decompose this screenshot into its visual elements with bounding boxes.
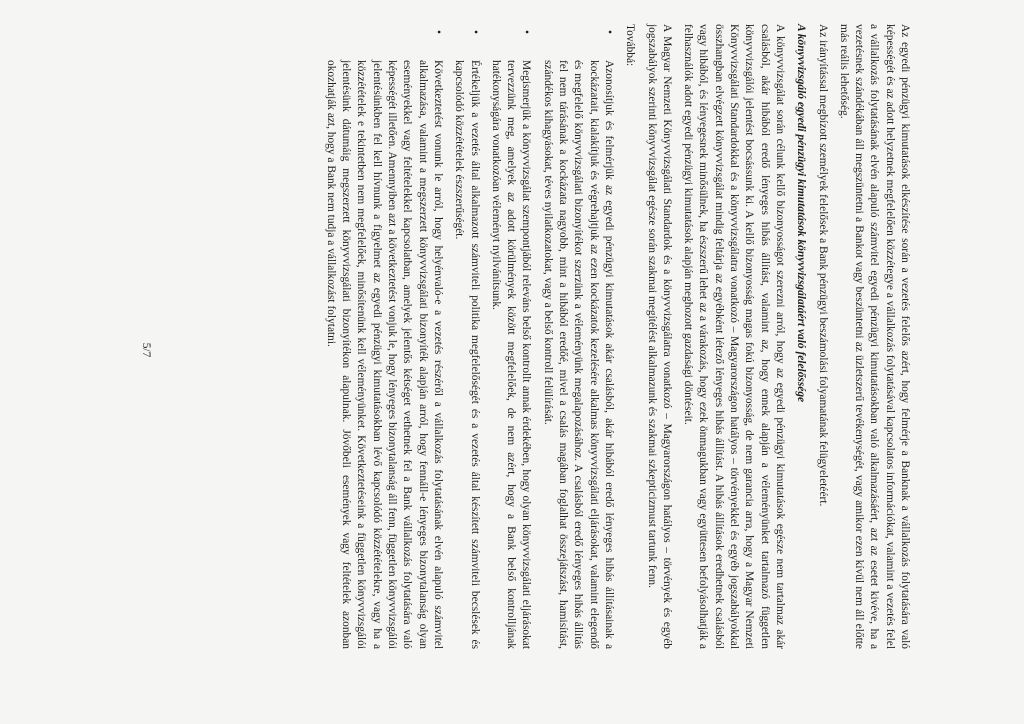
bullet-marker: •: [431, 30, 444, 34]
paragraph-furthermore: Továbbá:: [624, 24, 637, 67]
bullet-marker: •: [468, 30, 481, 34]
list-item-text: Azonosítjuk és felmérjük az egyedi pénzügyi kimutatások akár csalásból, akár hibából eredő lényeges hibás állításainak a kockázatait, kialakítjuk és végrehajtjuk az ezen kockázatok kezelésére alkalmas könyvvizsgálati eljárásokat, valamint elegendő és megfelelő könyvvizsgálati bizonyítékot szerzünk a véleményünk megalapozásához. A csalásból eredő lényeges hibás állítás fel nem tárásának a kockázata nagyobb, mint a hibából eredőé, mivel a csalás magában foglalhat összejátszást, hamisítást, szándékos kihagyásokat, téves nyilatkozatokat, vagy a belső kontroll felülírását.: [541, 60, 615, 649]
list-item: [323, 24, 445, 649]
page-content: [317, 24, 912, 649]
bullet-marker: •: [520, 30, 533, 34]
paragraph-going-concern: Az egyedi pénzügyi kimutatások elkészítése során a vezetés felelős azért, hogy felmérje a Banknak a vállalkozás folytatására való képességét és az adott helyzetnek megfelelően közzétegye a vállalkozás folytatásával kapcsolatos információkat, valamint a vezetés felel a vállalkozás folytatásának elvén alapuló számvitel egyedi pénzügyi kimutatásokban való alkalmazásáért, azt az esetet kivéve, ha a vezetésnek szándékában áll megszüntetni a Bankot vagy beszüntetni az üzletszerű tevékenységét, vagy amikor ezen kívül nem áll előtte más reális lehetőség.: [837, 24, 911, 649]
page-number: 5/7: [140, 342, 152, 358]
paragraph-audit-objective: A könyvvizsgálat során célunk kellő bizonyosságot szerezni arról, hogy az egyedi pénzügyi kimutatások egésze nem tartalmaz akár csalásból, akár hibából eredő lényeges hibás állítást, valamint az, hogy ennek alapján a véleményünket tartalmazó független könyvvizsgálói jelentést bocsássunk ki. A kellő bizonyosság magas fokú bizonyosság, de nem garancia arra, hogy a Magyar Nemzeti Könyvvizsgálati Standardokkal és a könyvvizsgálatra vonatkozó – Magyarországon hatályos – törvényekkel és egyéb jogszabályokkal összhangban elvégzett könyvvizsgálat mindig feltárja az egyébként létező lényeges hibás állítást. A hibás állítások eredhetnek csalásból vagy hibából, és lényegesnek minősülnek, ha észszerű lehet az a várakozás, hogy ezek önmagukban vagy együttesen befolyásolhatják a felhasználók adott egyedi pénzügyi kimutatások alapján meghozott gazdasági döntéseit.: [682, 24, 786, 649]
list-item-text: Következtetést vonunk le arról, hogy helyénvaló-e a vezetés részéről a vállalkozás folytatásának elvén alapuló számvitel alkalmazása, valamint a megszerzett könyvvizsgálati bizonyíték alapján arról, hogy fennáll-e lényeges bizonytalanság olyan eseményekkel vagy feltételekkel kapcsolatban, amelyek jelentős kétséget vethetnek fel a Bank vállalkozás folytatására való képességét illetően. Amennyiben azt a következtetést vonjuk le, hogy lényeges bizonytalanság áll fenn, független könyvvizsgálói jelentésünkben fel kell hívnunk a figyelmet az egyedi pénzügyi kimutatásokban lévő kapcsolódó közzétételekre, vagy ha a közzétételek e tekintetben nem megfelelőek, minősítenünk kell véleményünket. Következtetéseink a független könyvvizsgálói jelentésünk dátumáig megszerzett könyvvizsgálati bizonyítékon alapulnak. Jövőbeli események vagy feltételek azonban okozhatják azt, hogy a Bank nem tudja a vállalkozást folytatni.: [324, 60, 444, 649]
list-item: [451, 24, 482, 649]
paragraph-governance: Az irányítással megbízott személyek felelősek a Bank pénzügyi beszámolási folyamatának felügyeletéért.: [816, 24, 829, 507]
list-item-text: Értékeljük a vezetés által alkalmazott számviteli politika megfelelőségét és a vezetés által készített számviteli becslések és kapcsolódó közzétételek észszerűségét.: [453, 60, 481, 649]
list-item: [539, 24, 615, 649]
audit-procedures-list: [323, 24, 616, 649]
list-item: [488, 24, 534, 649]
list-item-text: Megismerjük a könyvvizsgálat szempontjából releváns belső kontrollt annak érdekében, hogy olyan könyvvizsgálati eljárásokat tervezzünk meg, amelyek az adott körülmények között megfelelőek, de nem azért, hogy a Bank belső kontrolljának hatékonyságára vonatkozóan véleményt nyilvánítsunk.: [489, 60, 533, 649]
bullet-marker: •: [602, 30, 615, 34]
paragraph-professional-judgement: A Magyar Nemzeti Könyvvizsgálati Standardok és a könyvvizsgálatra vonatkozó – Magyarországon hatályos – törvények és egyéb jogszabályok szerinti könyvvizsgálat egésze során szakmai megítélést alkalmazunk és szakmai szkepticizmust tartunk fenn.: [645, 24, 673, 649]
section-heading: A könyvvizsgáló egyedi pénzügyi kimutatások könyvvizsgálatáért való felelőssége: [795, 24, 808, 403]
